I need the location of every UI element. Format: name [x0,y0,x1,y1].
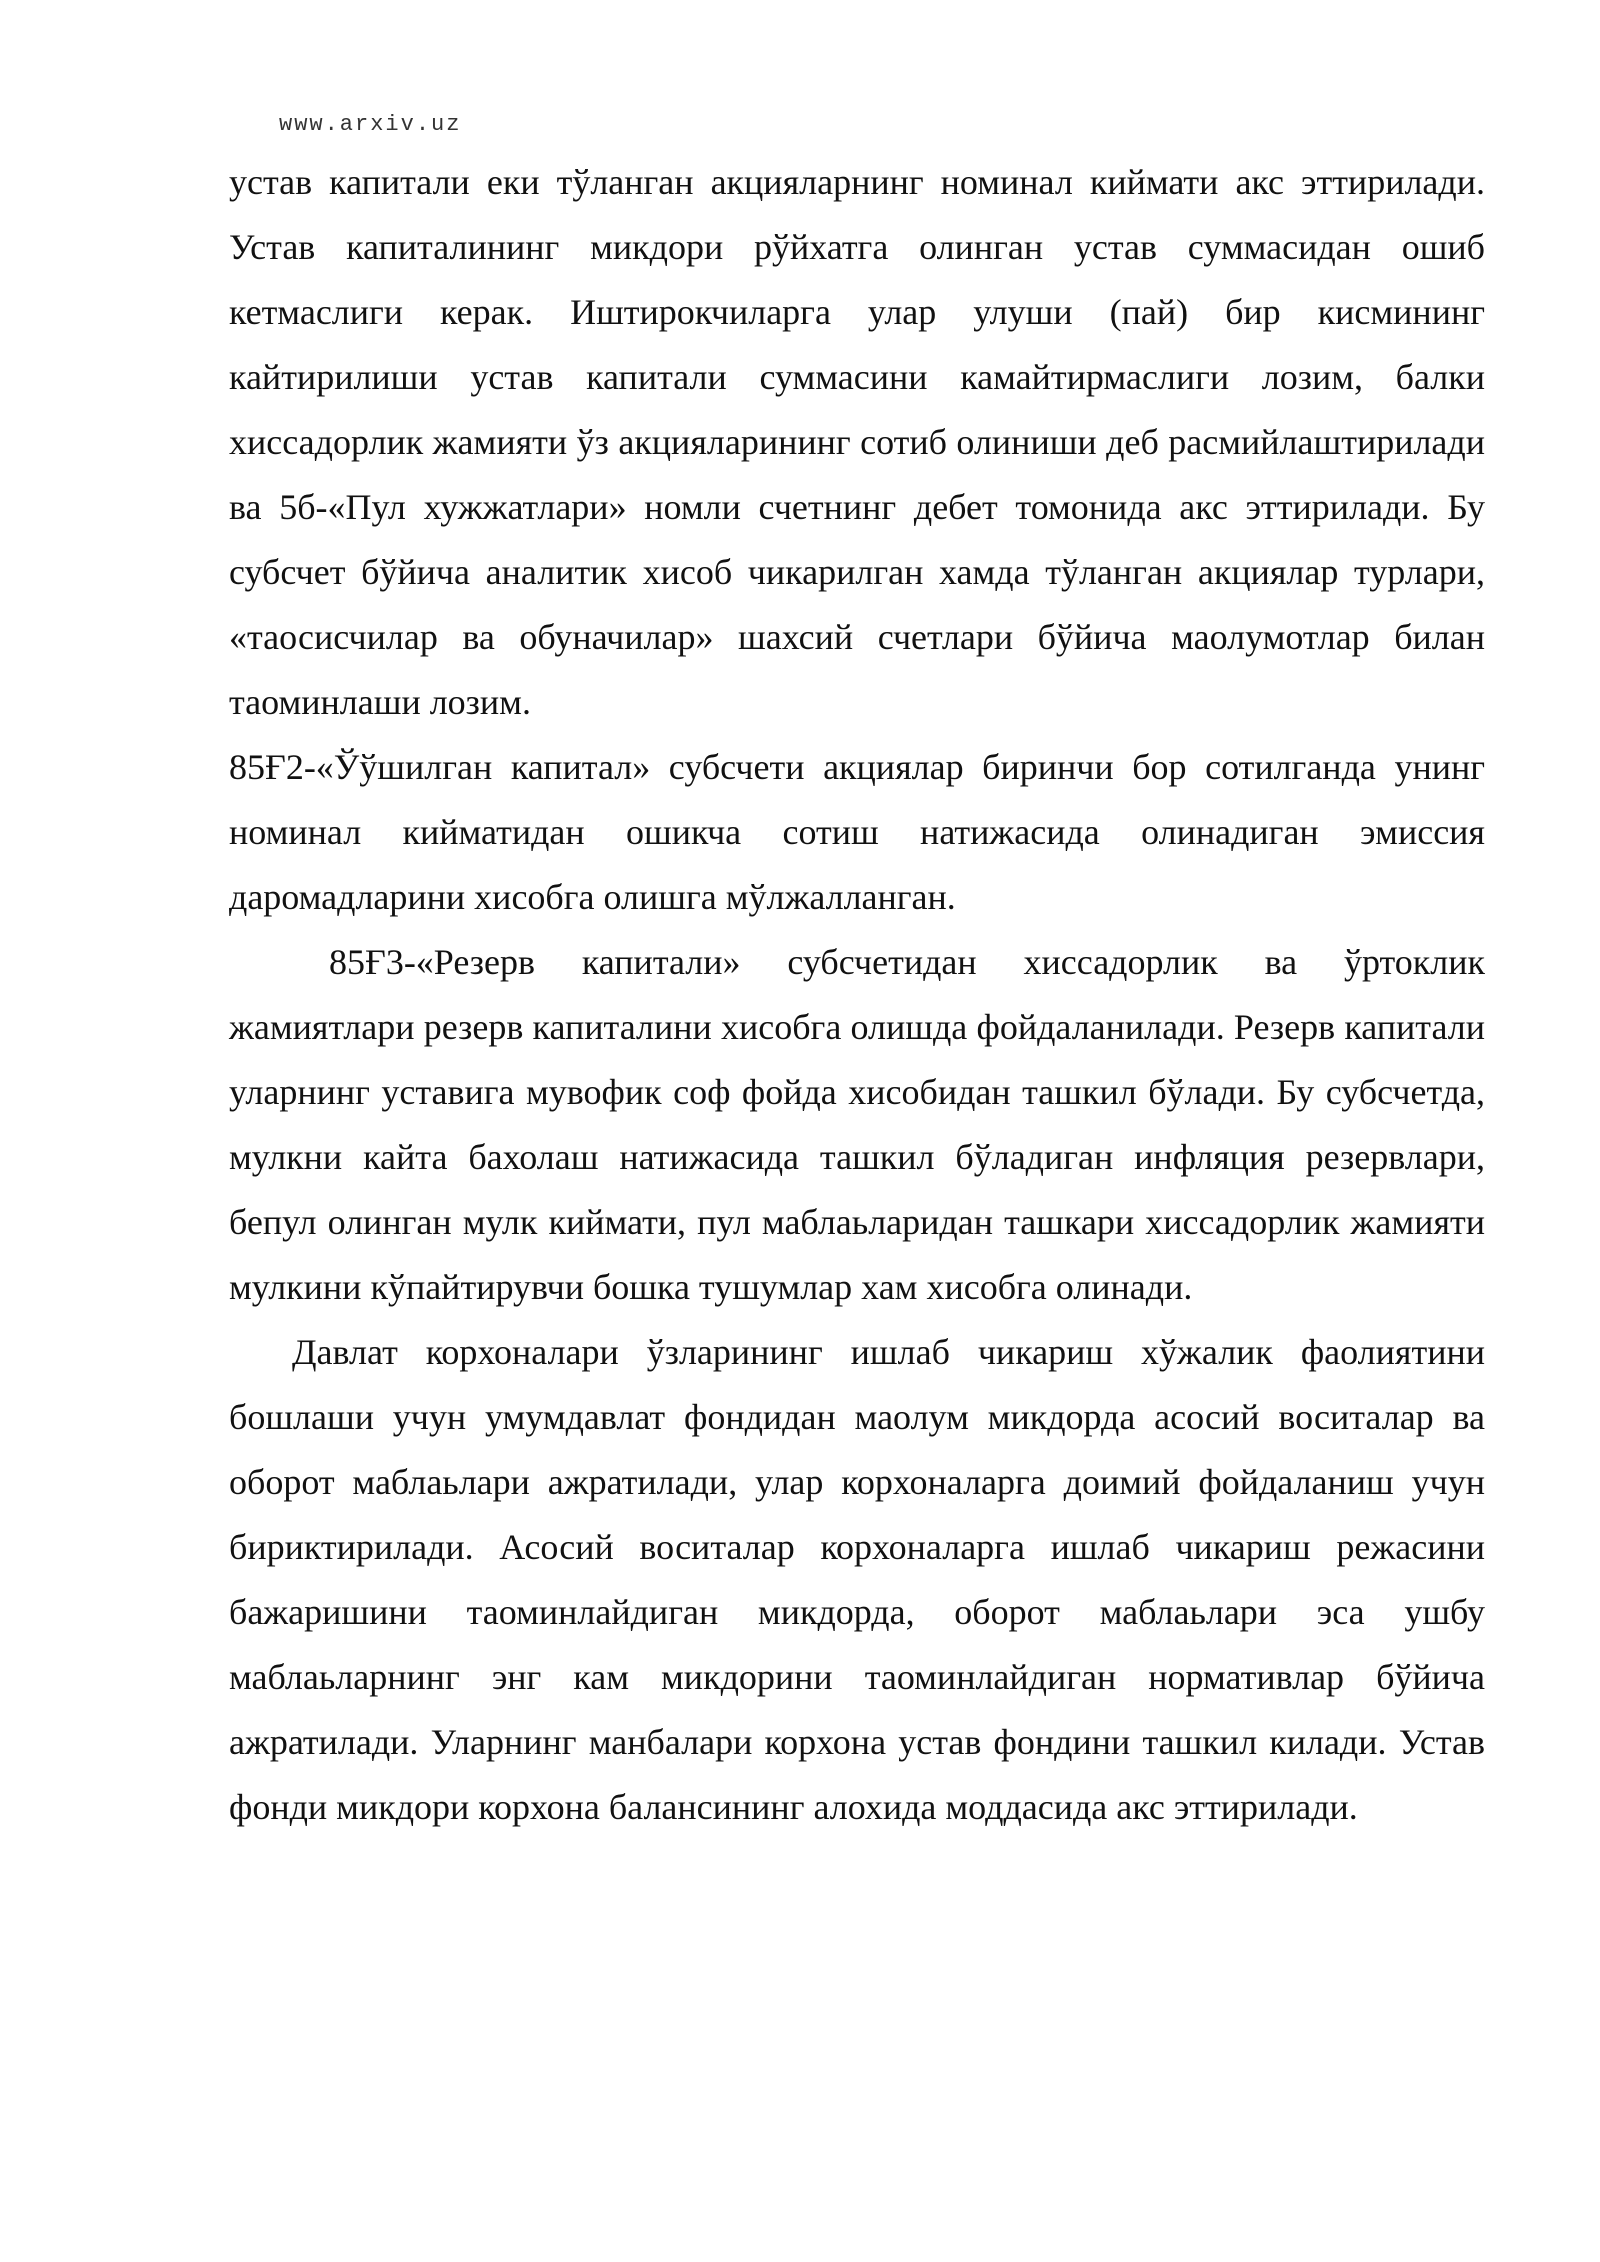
body-text [229,150,1485,1840]
paragraph-added-capital: 85Ғ2-«Ўўшилган капитал» субсчети акциялар биринчи бор сотилганда унинг номинал кийматидан ошикча сотиш натижасида олинадиган эмиссия даромадларини хисобга олишга мўлжалланган. [229,747,1485,917]
paragraph-reserve-capital: 85Ғ3-«Резерв капитали» субсчетидан хиссадорлик ва ўртоклик жамиятлари резерв капиталини хисобга олишда фойдаланилади. Резерв капитали уларнинг уставига мувофик соф фойда хисобидан ташкил бўлади. Бу субсчетда, мулкни кайта бахолаш натижасида ташкил бўладиган инфляция резервлари, бепул олинган мулк киймати, пул маблаьларидан ташкари хиссадорлик жамияти мулкини кўпайтирувчи бошка тушумлар хам хисобга олинади. [229,942,1485,1307]
paragraph-state-enterprises: Давлат корхоналари ўзларининг ишлаб чикариш хўжалик фаолиятини бошлаши учун умумдавлат фондидан маолум микдорда асосий воситалар ва оборот маблаьлари ажратилади, улар корхоналарга доимий фойдаланиш учун бириктирилади. Асосий воситалар корхоналарга ишлаб чикариш режасини бажаришини таоминлайдиган микдорда, оборот маблаьлари эса ушбу маблаьларнинг энг кам микдорини таоминлайдиган нормативлар бўйича ажратилади. Уларнинг манбалари корхона устав фондини ташкил килади. Устав фонди микдори корхона балансининг алохида моддасида акс эттирилади. [229,1332,1485,1827]
source-watermark: www.arxiv.uz [279,112,462,137]
paragraph-charter-capital: устав капитали еки тўланган акцияларнинг номинал киймати акс эттирилади. Устав капиталининг микдори рўйхатга олинган устав суммасидан ошиб кетмаслиги керак. Иштирокчиларга улар улуши (пай) бир кисмининг кайтирилиши устав капитали суммасини камайтирмаслиги лозим, балки хиссадорлик жамияти ўз акцияларининг сотиб олиниши деб расмийлаштирилади ва 5б-«Пул хужжатлари» номли счетнинг дебет томонида акс эттирилади. Бу субсчет бўйича аналитик хисоб чикарилган хамда тўланган акциялар турлари, «таосисчилар ва обуначилар» шахсий счетлари бўйича маолумотлар билан таоминлаши лозим. [229,162,1485,722]
